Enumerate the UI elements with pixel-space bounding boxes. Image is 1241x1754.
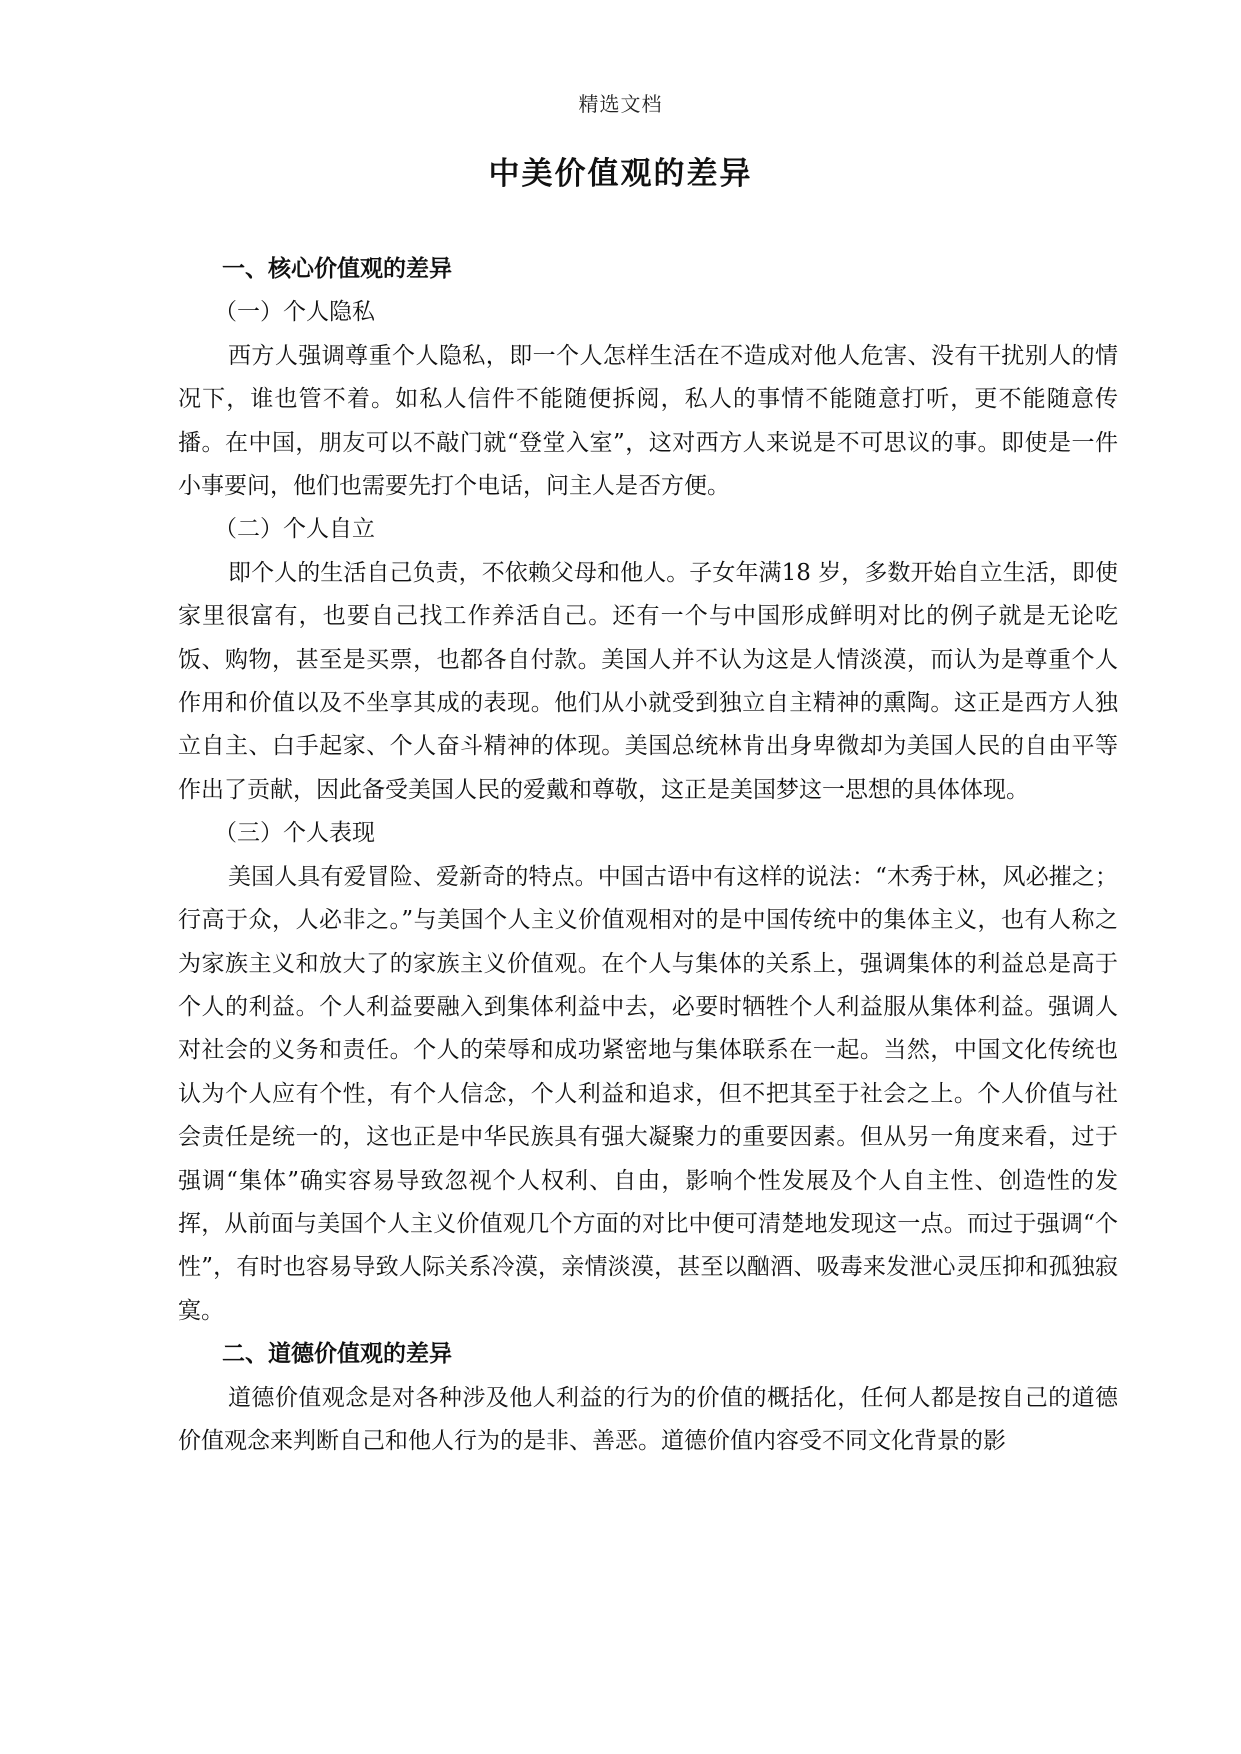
running-header: 精选文档 bbox=[578, 92, 663, 116]
document-body bbox=[178, 248, 1118, 1463]
subsection-heading-independence: （二）个人自立 bbox=[214, 516, 375, 543]
paragraph-expression: 美国人具有爱冒险、爱新奇的特点。中国古语中有这样的说法：“木秀于林，风必摧之；行高于众，人必非之。”与美国个人主义价值观相对的是中国传统中的集体主义，也有人称之为家族主义和放大了的家族主义价值观。在个人与集体的关系上，强调集体的利益总是高于个人的利益。个人利益要融入到集体利益中去，必要时牺牲个人利益服从集体利益。强调人对社会的义务和责任。个人的荣辱和成功紧密地与集体联系在一起。当然，中国文化传统也认为个人应有个性，有个人信念，个人利益和追求，但不把其至于社会之上。个人价值与社会责任是统一的，这也正是中华民族具有强大凝聚力的重要因素。但从另一角度来看，过于强调“集体”确实容易导致忽视个人权利、自由，影响个性发展及个人自主性、创造性的发挥，从前面与美国个人主义价值观几个方面的对比中便可清楚地发现这一点。而过于强调“个性”，有时也容易导致人际关系冷漠，亲情淡漠，甚至以酗酒、吸毒来发泄心灵压抑和孤独寂寞。 bbox=[178, 863, 1118, 1324]
section-heading-core-values: 一、核心价值观的差异 bbox=[222, 256, 452, 282]
subsection-heading-privacy: （一）个人隐私 bbox=[214, 299, 375, 326]
subsection-heading-expression: （三）个人表现 bbox=[214, 820, 375, 847]
document-title: 中美价值观的差异 bbox=[488, 156, 753, 192]
paragraph-moral-values: 道德价值观念是对各种涉及他人利益的行为的价值的概括化，任何人都是按自己的道德价值观念来判断自己和他人行为的是非、善恶。道德价值内容受不同文化背景的影 bbox=[178, 1384, 1118, 1454]
paragraph-privacy: 西方人强调尊重个人隐私，即一个人怎样生活在不造成对他人危害、没有干扰别人的情况下，谁也管不着。如私人信件不能随便拆阅，私人的事情不能随意打听，更不能随意传播。在中国，朋友可以不敲门就“登堂入室”，这对西方人来说是不可思议的事。即使是一件小事要问，他们也需要先打个电话，问主人是否方便。 bbox=[178, 342, 1118, 500]
section-heading-moral-values: 二、道德价值观的差异 bbox=[222, 1341, 452, 1368]
paragraph-independence: 即个人的生活自己负责，不依赖父母和他人。子女年满18 岁，多数开始自立生活，即使家里很富有，也要自己找工作养活自己。还有一个与中国形成鲜明对比的例子就是无论吃饭、购物，甚至是买票，也都各自付款。美国人并不认为这是人情淡漠，而认为是尊重个人作用和价值以及不坐享其成的表现。他们从小就受到独立自主精神的熏陶。这正是西方人独立自主、白手起家、个人奋斗精神的体现。美国总统林肯出身卑微却为美国人民的自由平等作出了贡献，因此备受美国人民的爱戴和尊敬，这正是美国梦这一思想的具体体现。 bbox=[178, 559, 1118, 803]
